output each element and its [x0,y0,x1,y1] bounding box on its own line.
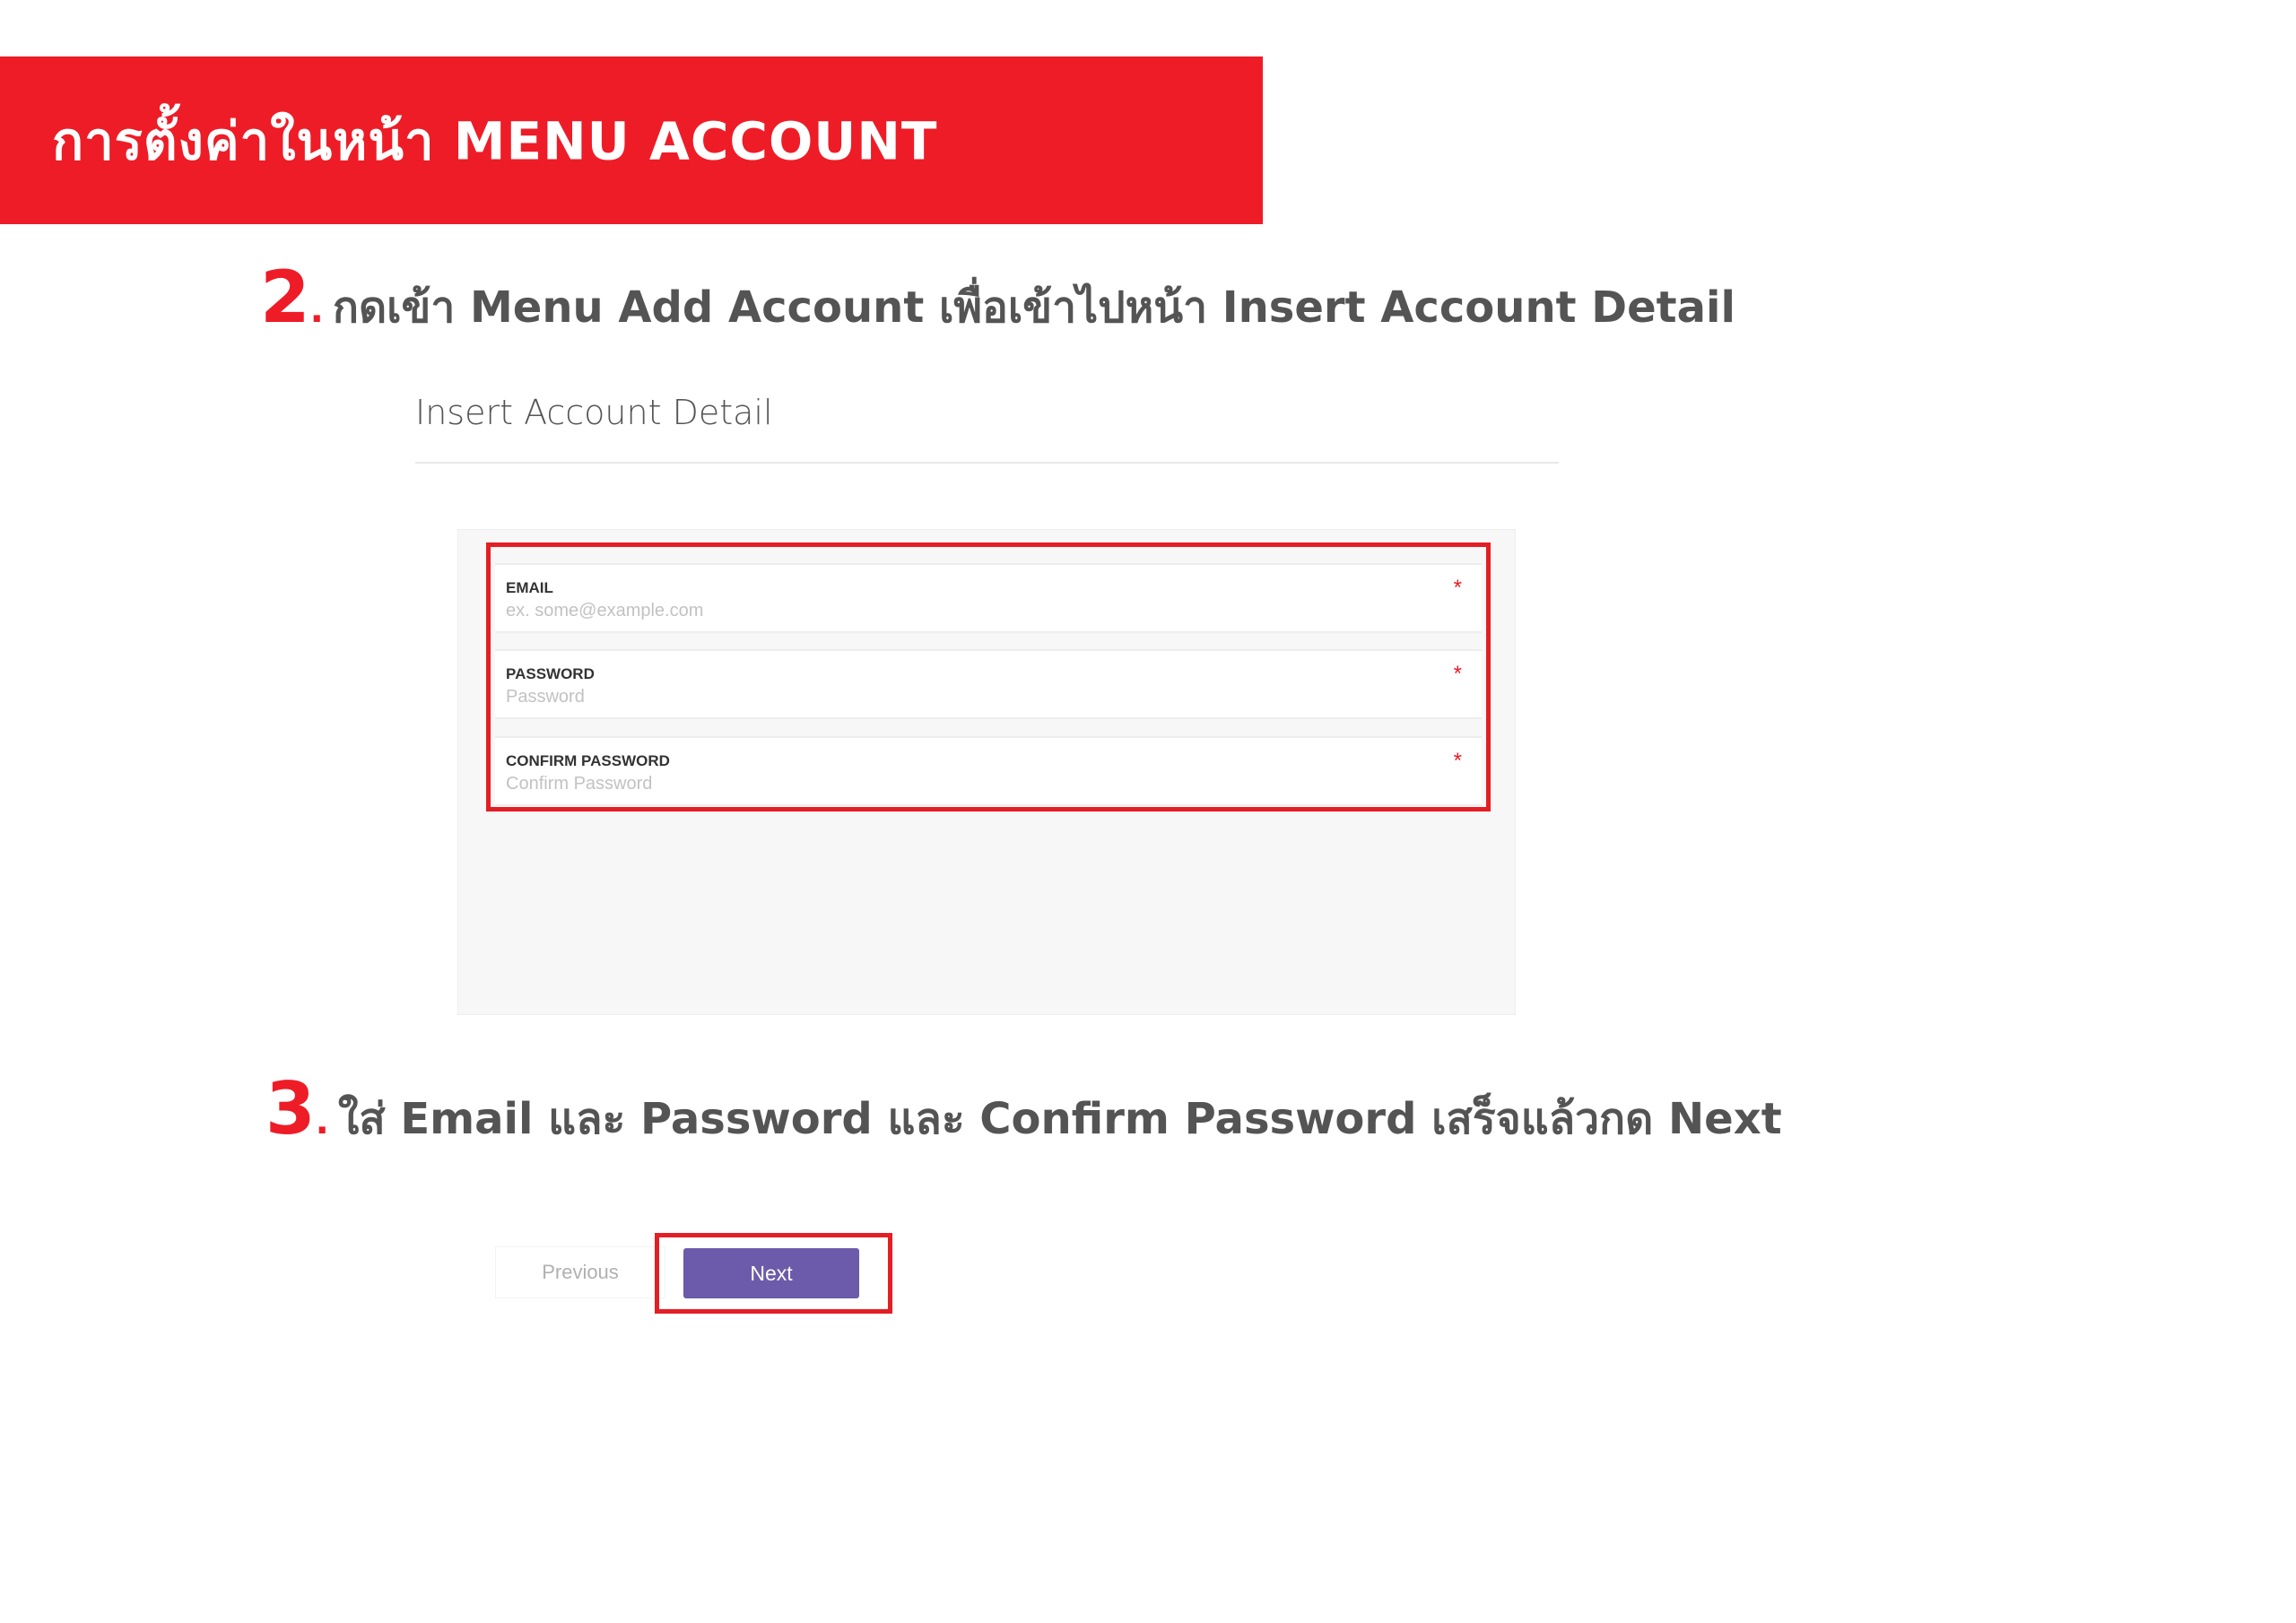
step-dot: . [309,290,324,331]
confirm-password-label: CONFIRM PASSWORD [506,752,670,769]
step-number: 3 [265,1067,316,1150]
email-required-asterisk: * [1453,576,1462,600]
password-required-asterisk: * [1453,662,1462,686]
step-number: 2 [260,256,310,339]
form-divider [415,462,1559,464]
password-label: PASSWORD [506,665,595,682]
form-heading: Insert Account Detail [415,393,773,432]
confirm-password-required-asterisk: * [1453,749,1462,773]
fields-highlight-box [486,542,1491,812]
step-3-instruction [265,1067,1782,1153]
email-label: EMAIL [506,579,553,596]
step-text: กดเข้า Menu Add Account เพื่อเข้าไปหน้า Insert Account Detail [332,282,1735,333]
step-dot: . [315,1101,329,1142]
step-2-instruction [260,256,1735,342]
header-banner [0,56,1263,224]
next-button[interactable]: Next [683,1248,859,1298]
step-text: ใส่ Email และ Password และ Confirm Password เสร็จแล้วกด Next [337,1094,1782,1144]
banner-title: การตั้งค่าในหน้า MENU ACCOUNT [52,110,938,171]
previous-button[interactable]: Previous [495,1246,665,1298]
